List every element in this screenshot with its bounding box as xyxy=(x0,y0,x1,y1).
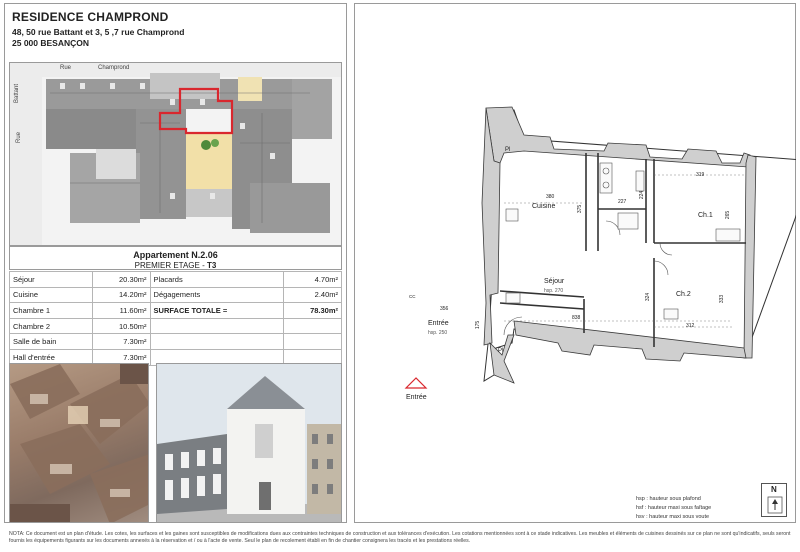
dimension-label: 265 xyxy=(725,210,732,220)
apartment-type: T3 xyxy=(206,261,217,270)
room-label-entree: Entrée xyxy=(428,320,449,327)
room-value: 4.70m² xyxy=(284,272,342,288)
dimension-label: 333 xyxy=(719,294,726,304)
room-label: Chambre 1 xyxy=(10,303,93,319)
dimension-label: 324 xyxy=(645,292,652,302)
room-value: 11.60m² xyxy=(93,303,150,319)
room-value: 7.30m² xyxy=(93,349,150,365)
room-label: Salle de bain xyxy=(10,334,93,350)
room-label: Dégagements xyxy=(150,287,284,303)
site-plan xyxy=(9,62,342,246)
room-value: 7.30m² xyxy=(93,334,150,350)
surface-table xyxy=(9,271,342,366)
address-line-2: 25 000 BESANÇON xyxy=(12,38,90,48)
dimension-label: 227 xyxy=(618,199,627,205)
dimension-label: 312 xyxy=(686,323,695,329)
room-value: 10.50m² xyxy=(93,318,150,334)
dimension-label: 356 xyxy=(440,306,449,312)
room-label-ch2: Ch.2 xyxy=(676,291,691,298)
room-label: Cuisine xyxy=(10,287,93,303)
table-row xyxy=(10,334,342,350)
street-label: Champrond xyxy=(98,65,130,71)
room-label-ch1: Ch.1 xyxy=(698,212,713,219)
room-label: Chambre 2 xyxy=(10,318,93,334)
room-value: 2.40m² xyxy=(284,287,342,303)
north-indicator xyxy=(761,483,787,517)
closet-label: Pl xyxy=(498,348,504,354)
legend-hsp: hsp : hauteur sous plafond xyxy=(636,496,701,502)
dimension-label: 319 xyxy=(696,172,705,178)
table-row xyxy=(10,318,342,334)
building-render-drawing xyxy=(157,364,342,523)
dimension-label: 375 xyxy=(577,204,584,214)
closet-label: Pl xyxy=(505,147,511,153)
aerial-photo xyxy=(9,363,149,523)
apartment-name: Appartement N.2.06 xyxy=(133,250,218,260)
dimension-label: 224 xyxy=(639,190,646,200)
floorplan-drawing xyxy=(354,3,796,523)
total-label: SURFACE TOTALE = xyxy=(150,303,284,319)
table-row xyxy=(10,287,342,303)
room-label: Séjour xyxy=(10,272,93,288)
room-value: 14.20m² xyxy=(93,287,150,303)
legend-hsf: hsf : hauteur maxi sous faîtage xyxy=(636,505,712,511)
table-row xyxy=(10,303,342,319)
room-label-cuisine: Cuisine xyxy=(532,203,556,210)
legend-hsv: hsv : hauteur maxi sous voute xyxy=(636,514,710,520)
dimension-label: 175 xyxy=(475,320,482,330)
north-label: N xyxy=(771,485,777,494)
dimension-label: 380 xyxy=(546,194,555,200)
address-line-1: 48, 50 rue Battant et 3, 5 ,7 rue Champrond xyxy=(12,27,185,37)
entrance-label: Entrée xyxy=(406,394,427,401)
room-label: Hall d'entrée xyxy=(10,349,93,365)
dimension-label: 838 xyxy=(572,315,581,321)
boiler-label: CC xyxy=(409,294,416,299)
residence-title: RESIDENCE CHAMPROND xyxy=(12,10,169,24)
apartment-header xyxy=(9,246,342,270)
tree-icon xyxy=(211,139,219,147)
street-label: Rue xyxy=(16,131,22,143)
apartment-floor-line: PREMIER ETAGE - T3 xyxy=(134,261,217,270)
room-label: Placards xyxy=(150,272,284,288)
street-label: Rue xyxy=(60,65,72,71)
entree-height: hsp. 250 xyxy=(428,330,448,336)
sejour-height: hsp. 270 xyxy=(544,288,564,294)
total-value: 78.30m² xyxy=(284,303,342,319)
street-label: Battant xyxy=(14,83,20,103)
room-label-sejour: Séjour xyxy=(544,278,565,285)
aerial-photo-drawing xyxy=(10,364,149,523)
table-row xyxy=(10,272,342,288)
building-render xyxy=(156,363,342,523)
site-plan-drawing xyxy=(10,63,342,246)
disclaimer-note: NOTA: Ce document est un plan d'étude. Les cotes, les surfaces et les gaines sont susceptibles de modifications dues aux contraintes techniques de construction et aux tolérances d'exécution. Les cotations mentionnées sont à ce stade indicatives. Les meubles et éléments de cuisines dessinés sur ce plan ne sont qu'indicatifs, seuls seront fournis les équipements figurants sur les documents annexés à la réservation et / ou à l'acte de vente. Seul le plan de recolement établi en fin de chantier consignera les tracés et les prestations réelles. xyxy=(9,531,791,544)
north-arrow-icon xyxy=(767,496,783,514)
apartment-floor: PREMIER ETAGE xyxy=(134,261,200,270)
tree-icon xyxy=(201,140,211,150)
room-value: 20.30m² xyxy=(93,272,150,288)
entrance-arrow-icon xyxy=(406,378,426,388)
